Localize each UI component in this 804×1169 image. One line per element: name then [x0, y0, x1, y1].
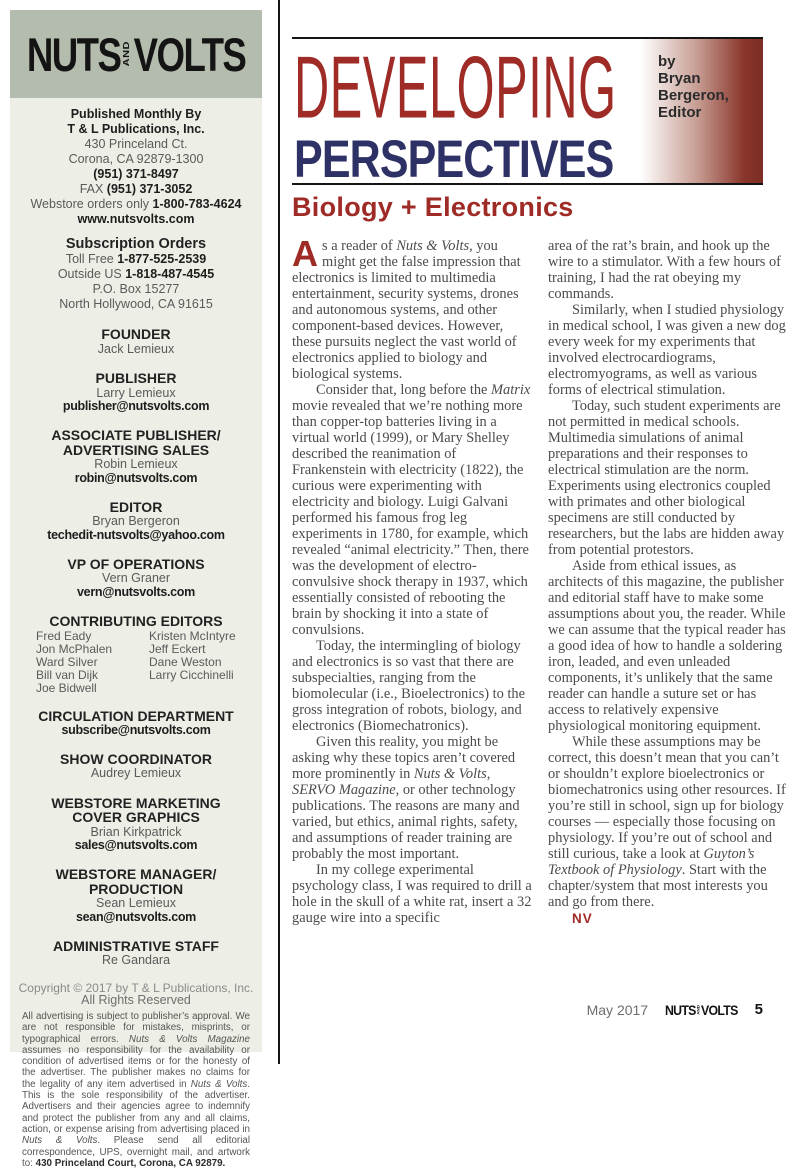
- article-paragraph: [548, 302, 790, 398]
- text-segment: 1-877-525-2539: [117, 252, 207, 266]
- masthead-person-name: Robin Lemieux: [94, 457, 178, 471]
- publisher-info-block: [10, 107, 262, 227]
- masthead-section-title: EDITOR: [109, 498, 163, 515]
- masthead-section: [10, 939, 262, 968]
- footer-page-number: 5: [754, 1001, 763, 1018]
- publisher-company-line: [10, 122, 262, 137]
- text-segment: FAX: [79, 182, 107, 196]
- article-paragraph: [292, 382, 534, 638]
- masthead-section: [10, 867, 262, 924]
- masthead-person-name: Audrey Lemieux: [90, 766, 182, 780]
- masthead-email: subscribe@nutsvolts.com: [61, 722, 211, 737]
- masthead-section: [10, 557, 262, 599]
- masthead-staff-list-upper: [10, 327, 262, 599]
- article-headline: Biology + Electronics: [292, 192, 574, 222]
- page-footer: [292, 1001, 763, 1018]
- text-segment: s a reader of: [322, 238, 397, 254]
- text-segment: Aside from ethical issues, as architects of this magazine, the publisher and editorial staff have to make some assumptions about you, the reader. While we can assume that the typical reader has a good idea of how to handle a soldering iron, leaded, and even unleaded components, it’s unlikely that the same reader can handle a suture set or has access to relatively expensive physiological monitoring equipment.: [548, 558, 786, 734]
- text-segment: Nuts & Volts Magazine: [128, 1033, 250, 1045]
- masthead-staff-list-lower: [10, 709, 262, 968]
- masthead-section-title: FOUNDER: [101, 326, 171, 342]
- text-segment: (951) 371-8497: [93, 167, 179, 181]
- article-paragraph: [292, 862, 534, 926]
- text-segment: In my college experimental psychology class, I was required to drill a hole in the skull of a white rat, insert a 32 gauge wire into a specific: [292, 862, 532, 926]
- subscription-outside-line: [10, 267, 262, 282]
- footer-magazine-logo: [665, 1003, 738, 1017]
- logo-word-volts: VOLTS: [133, 27, 246, 81]
- byline-line: Editor: [658, 104, 702, 121]
- text-segment: assumes no responsibility for the availability or condition of advertised items or for the honesty of the advertiser. The publisher makes no claims for the legality of any item advertised in: [22, 1044, 250, 1090]
- masthead-person-name: Larry Lemieux: [96, 385, 176, 400]
- article-body: [292, 233, 790, 927]
- article-paragraph: [548, 558, 790, 734]
- masthead-section-title: ADMINISTRATIVE STAFF: [53, 937, 219, 954]
- masthead-section-title: PRODUCTION: [88, 880, 184, 897]
- text-segment: Matrix: [491, 382, 531, 398]
- masthead-sidebar: [10, 10, 262, 1169]
- article-paragraph: [548, 238, 790, 302]
- masthead-email: sean@nutsvolts.com: [75, 909, 196, 924]
- masthead-section-title: COVER GRAPHICS: [72, 809, 200, 825]
- contributing-editor-name: Kristen McIntyre: [149, 628, 236, 643]
- editor-byline: [658, 53, 729, 121]
- contributing-editor-name: Dane Weston: [149, 654, 222, 669]
- masthead-person-name: Jack Lemieux: [97, 341, 175, 356]
- contributing-editor-name: Larry Cicchinelli: [149, 667, 234, 682]
- subscription-pobox-line: [10, 282, 262, 297]
- masthead-email: sales@nutsvolts.com: [74, 838, 198, 852]
- text-segment: All advertising is subject to publisher’s approval. We are not responsible for mistakes, misprints, or typographical errors.: [22, 1011, 250, 1045]
- subscription-city-line: [10, 297, 262, 312]
- text-segment: Nuts & Volts: [413, 766, 487, 782]
- footer-logo-and-text: AND: [695, 1004, 700, 1015]
- publisher-city-line: [10, 152, 262, 167]
- legal-fine-print: [10, 1011, 262, 1169]
- masthead-section-title: PUBLISHER: [95, 370, 177, 386]
- rights-reserved-line: All Rights Reserved: [81, 993, 191, 1007]
- text-segment: North Hollywood, CA 91615: [59, 297, 213, 311]
- masthead-email: vern@nutsvolts.com: [77, 584, 195, 599]
- text-segment: Outside US: [57, 267, 126, 281]
- masthead-section: [10, 752, 262, 781]
- text-segment: movie revealed that we’re nothing more than copper-top batteries living in a virtual world (1999), or Mary Shelley described the reanimation of Frankenstein with electricity (1822), the curious were experimenting with electricity and biology. Luigi Galvani performed his famous frog leg experiments in 1780, for example, which revealed “animal electricity.” Then, there was the development of electro-convulsive shock therapy in 1937, which essentially consisted of rebooting the brain by shocking it into a state of convulsions.: [292, 398, 529, 638]
- text-segment: Similarly, when I studied physiology in medical school, I was given a new dog every week for my experiments that involved electrocardiograms, electromyograms, as well as various forms of electrical stimulation.: [548, 302, 786, 398]
- text-segment: Today, such student experiments are not permitted in medical schools. Multimedia simulations of animal preparations and their responses to electrical stimulation are the norm. Experiments using electronics coupled with primates and other biological specimens are still conducted by researchers, but the labs are hidden away from potential protestors.: [548, 398, 785, 558]
- contributing-editor-name: Fred Eady: [36, 628, 92, 643]
- masthead-email: techedit-nutsvolts@yahoo.com: [47, 527, 225, 542]
- footer-issue-date: May 2017: [586, 1001, 649, 1018]
- text-segment: SERVO Magazine: [292, 782, 396, 798]
- masthead-section: [10, 796, 262, 853]
- byline-line: Bryan: [658, 70, 701, 87]
- contributing-editors-block: [10, 614, 262, 695]
- text-segment: 430 Princeland Court, Corona, CA 92879.: [35, 1157, 226, 1169]
- masthead-section: [10, 371, 262, 413]
- column-header-banner: [292, 37, 763, 189]
- publisher-fax-line: [10, 182, 262, 197]
- logo-word-nuts: NUTS: [26, 27, 121, 81]
- masthead-person-name: Vern Graner: [101, 571, 171, 585]
- text-segment: Published Monthly By: [70, 107, 202, 121]
- masthead-section-title: WEBSTORE MARKETING: [51, 794, 221, 811]
- webstore-orders-line: [10, 197, 262, 212]
- text-segment: . This is the sole responsibility of the advertiser. Advertisers and their agencies agree to indemnify and protect the publisher from any and all claims, action, or expense arising from advertising placed in: [22, 1078, 250, 1135]
- text-segment: (951) 371-3052: [106, 182, 193, 196]
- contributing-editors-columns: [10, 628, 262, 694]
- text-segment: , you might get the false impression that electronics is limited to multimedia entertainment, security systems, drones and autonomous systems, and other component-based devices. However, these pursuits neglect the vast world of electronics applied to biology and biological systems.: [292, 238, 521, 382]
- copyright-block: [10, 982, 262, 1008]
- masthead-person-name: Sean Lemieux: [96, 896, 176, 910]
- masthead-section-title: ADVERTISING SALES: [62, 441, 210, 458]
- footer-logo-volts: VOLTS: [701, 1001, 738, 1018]
- text-segment: NV: [572, 911, 593, 926]
- article-paragraph: [292, 233, 534, 382]
- publisher-address-line: [10, 137, 262, 152]
- article-column-2: [548, 238, 790, 927]
- contributing-editor-name: Bill van Dijk: [36, 667, 99, 682]
- drop-cap: A: [292, 233, 318, 274]
- masthead-person-name: Re Gandara: [101, 953, 171, 967]
- masthead-person-name: Bryan Bergeron: [92, 514, 180, 528]
- text-segment: Webstore orders only: [30, 197, 153, 211]
- logo-and-text: AND: [121, 41, 132, 67]
- subscription-tollfree-line: [10, 252, 262, 267]
- text-segment: 430 Princeland Ct.: [84, 137, 188, 151]
- text-segment: Corona, CA 92879-1300: [68, 152, 204, 166]
- byline-line: by: [658, 53, 676, 70]
- article-paragraph: [292, 638, 534, 734]
- contributing-editor-name: Jeff Eckert: [149, 641, 206, 656]
- article-paragraph: [548, 734, 790, 927]
- contributing-editors-col1: [36, 629, 149, 694]
- masthead-section-title: VP OF OPERATIONS: [67, 555, 205, 572]
- website-line: [10, 212, 262, 227]
- text-segment: , or other technology publications. The reasons are many and varied, but ethics, animal rights, safety, and assumptions of reader training are probably the most important.: [292, 782, 520, 862]
- masthead-section-title: CIRCULATION DEPARTMENT: [38, 708, 234, 724]
- masthead-person-name: Brian Kirkpatrick: [90, 824, 182, 839]
- published-monthly-line: [10, 107, 262, 122]
- footer-logo-and-vertical: [696, 1005, 701, 1015]
- text-segment: P.O. Box 15277: [92, 282, 180, 296]
- text-segment: area of the rat’s brain, and hook up the wire to a stimulator. With a few hours of training, I had the rat obeying my commands.: [548, 238, 781, 302]
- magazine-logo: [10, 10, 262, 98]
- text-segment: Nuts & Volts: [22, 1135, 98, 1147]
- contributing-editor-name: Ward Silver: [36, 654, 98, 669]
- sidebar-divider-rule: [278, 0, 280, 1064]
- logo-and-vertical: [121, 41, 133, 66]
- contributing-editors-col2: [149, 629, 262, 694]
- masthead-section: [10, 709, 262, 737]
- subscription-orders-heading: Subscription Orders: [65, 236, 207, 252]
- masthead-section: [10, 327, 262, 356]
- article-paragraph: [548, 398, 790, 558]
- contributing-editor-name: Joe Bidwell: [36, 680, 97, 695]
- column-title-perspectives: PERSPECTIVES: [294, 129, 614, 189]
- text-segment: 1-800-783-4624: [152, 197, 242, 211]
- text-segment: Toll Free: [65, 252, 118, 266]
- text-segment: While these assumptions may be correct, this doesn’t mean that you can’t or shouldn’t explore bioelectronics or biomechatronics using other resources. If you’re still in school, sign up for biology courses — especially those focusing on physiology. If you’re out of school and still curious, take a look at: [548, 734, 786, 862]
- column-title-developing: DEVELOPING: [294, 37, 617, 137]
- text-segment: ,: [486, 766, 491, 782]
- contributing-editors-heading: CONTRIBUTING EDITORS: [49, 612, 223, 629]
- text-segment: Given this reality, you might be asking why these topics aren’t covered more prominently in: [292, 734, 516, 782]
- masthead-email: publisher@nutsvolts.com: [62, 399, 210, 413]
- masthead-email: robin@nutsvolts.com: [74, 470, 198, 485]
- publisher-phone-line: [10, 167, 262, 182]
- text-segment: . Start with the chapter/system that most interests you and go from there.: [548, 862, 768, 910]
- masthead-section-title: WEBSTORE MANAGER/: [55, 866, 217, 882]
- article-paragraph: [292, 734, 534, 862]
- masthead-section-title: SHOW COORDINATOR: [60, 750, 212, 767]
- logo-row: [26, 27, 246, 81]
- masthead-section: [10, 500, 262, 542]
- article-column-1: [292, 233, 534, 927]
- contributing-editor-name: Jon McPhalen: [36, 641, 113, 656]
- text-segment: Guyton’s Textbook of Physiology: [548, 846, 755, 878]
- masthead-section-title: ASSOCIATE PUBLISHER/: [51, 427, 221, 443]
- footer-logo-nuts: NUTS: [665, 1001, 696, 1018]
- text-segment: www.nutsvolts.com: [77, 212, 195, 226]
- masthead-section: [10, 428, 262, 485]
- text-segment: 1-818-487-4545: [125, 267, 215, 281]
- text-segment: Consider that, long before the: [316, 382, 492, 398]
- byline-line: Bergeron,: [658, 87, 729, 104]
- text-segment: T & L Publications, Inc.: [67, 122, 205, 136]
- text-segment: Nuts & Volts: [396, 238, 470, 254]
- text-segment: . Please send all editorial correspondence, UPS, overnight mail, and artwork to:: [22, 1135, 250, 1169]
- text-segment: Today, the intermingling of biology and electronics is so vast that there are subspecialties, ranging from the biomolecular (i.e., Bioelectronics) to the gross integration of robots, biology, and electronics (Biomechatronics).: [292, 638, 525, 734]
- text-segment: Nuts & Volts: [190, 1078, 248, 1090]
- copyright-line: Copyright © 2017 by T & L Publications, Inc.: [18, 980, 254, 995]
